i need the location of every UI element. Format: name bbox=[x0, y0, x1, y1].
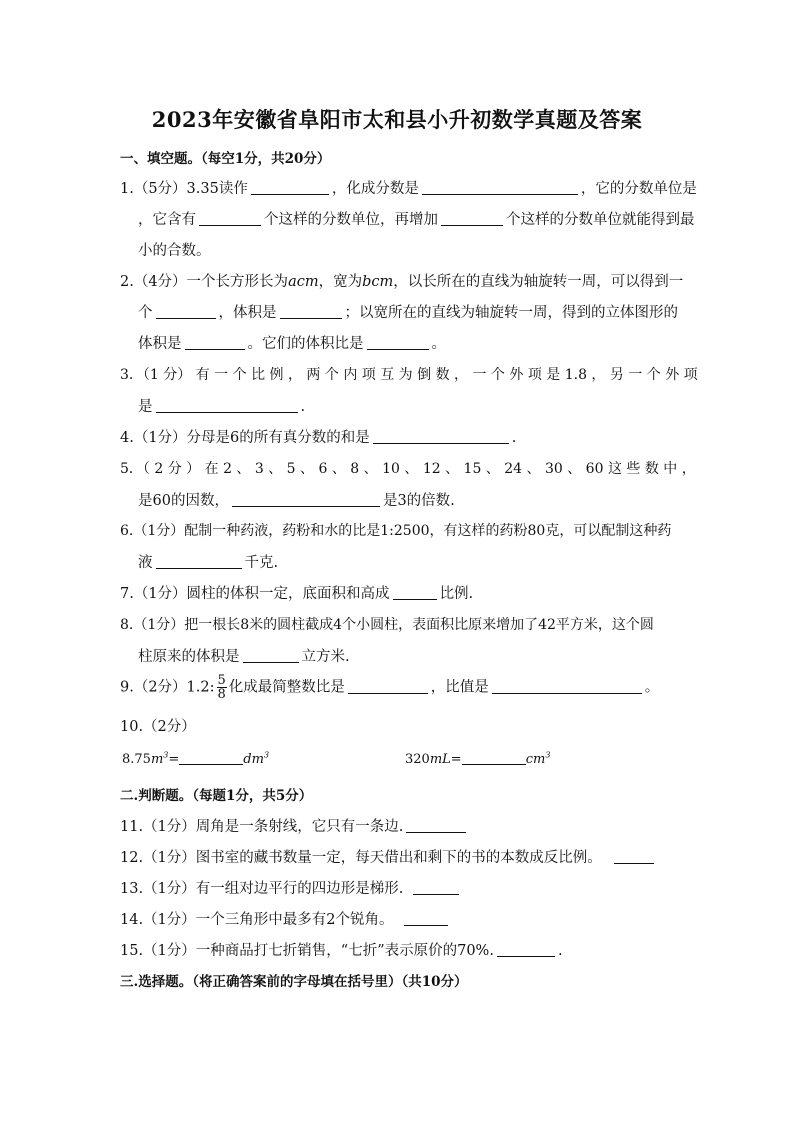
answer-blank[interactable] bbox=[199, 211, 261, 226]
answer-blank[interactable] bbox=[179, 750, 243, 765]
answer-blank[interactable] bbox=[156, 554, 242, 569]
question-4: 4.（1分）分母是6的所有真分数的和是 . bbox=[120, 430, 517, 446]
question-3-line-2: 是 . bbox=[138, 399, 306, 415]
question-2-line-2: 个 ，体积是 ；以宽所在的直线为轴旋转一周，得到的立体图形的 bbox=[138, 305, 678, 321]
answer-blank[interactable] bbox=[492, 679, 642, 694]
answer-blank[interactable] bbox=[232, 492, 380, 507]
answer-blank[interactable] bbox=[251, 180, 329, 195]
question-2-line-1: 2.（4分）一个长方形长为acm，宽为bcm，以长所在的直线为轴旋转一周，可以得到一 bbox=[120, 274, 684, 290]
question-6-line-2: 液 千克. bbox=[138, 555, 279, 571]
question-2-line-3: 体积是 。它们的体积比是 。 bbox=[138, 336, 446, 352]
question-8-line-2: 柱原来的体积是 立方米. bbox=[138, 649, 350, 665]
question-13: 13.（1分）有一组对边平行的四边形是梯形. bbox=[120, 877, 462, 898]
answer-blank[interactable] bbox=[280, 304, 342, 319]
question-15: 15.（1分）一种商品打七折销售，“七折”表示原价的70%. . bbox=[120, 943, 563, 959]
answer-blank[interactable] bbox=[406, 818, 466, 833]
answer-blank[interactable] bbox=[367, 335, 429, 350]
answer-blank[interactable] bbox=[156, 304, 216, 319]
answer-blank[interactable] bbox=[404, 911, 448, 926]
question-7: 7.（1分）圆柱的体积一定，底面积和高成 比例. bbox=[120, 586, 474, 602]
answer-blank[interactable] bbox=[441, 211, 503, 226]
section-fill-blank-heading: 一、填空题。（每空1分，共20分） bbox=[120, 151, 331, 167]
answer-blank[interactable] bbox=[413, 880, 459, 895]
question-8-line-1: 8.（1分）把一根长8米的圆柱截成4个小圆柱，表面积比原来增加了42平方米，这个圆 bbox=[120, 617, 654, 633]
fraction: $\frac{5}{8}$ bbox=[217, 673, 226, 702]
question-10-right-conversion: $320mL= cm^3$ bbox=[405, 750, 551, 767]
question-5-line-2: 是60的因数， 是3的倍数. bbox=[138, 493, 455, 509]
answer-blank[interactable] bbox=[393, 585, 437, 600]
answer-blank[interactable] bbox=[497, 942, 555, 957]
answer-blank[interactable] bbox=[156, 398, 298, 413]
page-title: 2023年安徽省阜阳市太和县小升初数学真题及答案 bbox=[151, 107, 643, 132]
section-true-false-heading: 二.判断题。（每题1分，共5分） bbox=[120, 788, 313, 804]
question-10: 10.（2分） bbox=[120, 719, 196, 735]
question-12: 12.（1分）图书室的藏书数量一定，每天借出和剩下的书的本数成反比例。 bbox=[120, 846, 657, 867]
answer-blank[interactable] bbox=[243, 648, 299, 663]
question-1-line-1: 1.（5分）3.35读作 ，化成分数是 ，它的分数单位是 bbox=[120, 181, 697, 197]
section-multiple-choice-heading: 三.选择题。（将正确答案前的字母填在括号里）（共10分） bbox=[120, 974, 468, 990]
answer-blank[interactable] bbox=[373, 429, 509, 444]
question-11: 11.（1分）周角是一条射线，它只有一条边. bbox=[120, 815, 469, 836]
answer-blank[interactable] bbox=[462, 750, 526, 765]
question-9: 9.（2分）1.2: $\frac{5}{8}$ 化成最简整数比是 ，比值是 。 bbox=[120, 673, 660, 702]
answer-blank[interactable] bbox=[348, 679, 428, 694]
question-14: 14.（1分）一个三角形中最多有2个锐角。 bbox=[120, 908, 451, 929]
question-10-left-conversion: $8.75m^3= dm^3$ bbox=[122, 750, 270, 767]
answer-blank[interactable] bbox=[185, 335, 245, 350]
question-1-line-3: 小的合数。 bbox=[138, 243, 211, 259]
question-3-line-1: 3．（1 分） 有 一 个 比 例 ， 两 个 内 项 互 为 倒 数 ， 一 个 外 项 是 1.8 ， 另 一 个 外 项 bbox=[120, 367, 698, 383]
question-5-line-1: 5．（ 2 分 ） 在 2 、 3 、 5 、 6 、 8 、 10 、 12 、 15 、 24 、 30 、 60 这 些 数 中 ， bbox=[120, 461, 696, 477]
question-1-line-2: ，它含有 个这样的分数单位，再增加 个这样的分数单位就能得到最 bbox=[138, 212, 695, 228]
answer-blank[interactable] bbox=[422, 180, 578, 195]
question-6-line-1: 6.（1分）配制一种药液，药粉和水的比是1:2500，有这样的药粉80克，可以配制这种药 bbox=[120, 523, 672, 539]
answer-blank[interactable] bbox=[614, 849, 654, 864]
